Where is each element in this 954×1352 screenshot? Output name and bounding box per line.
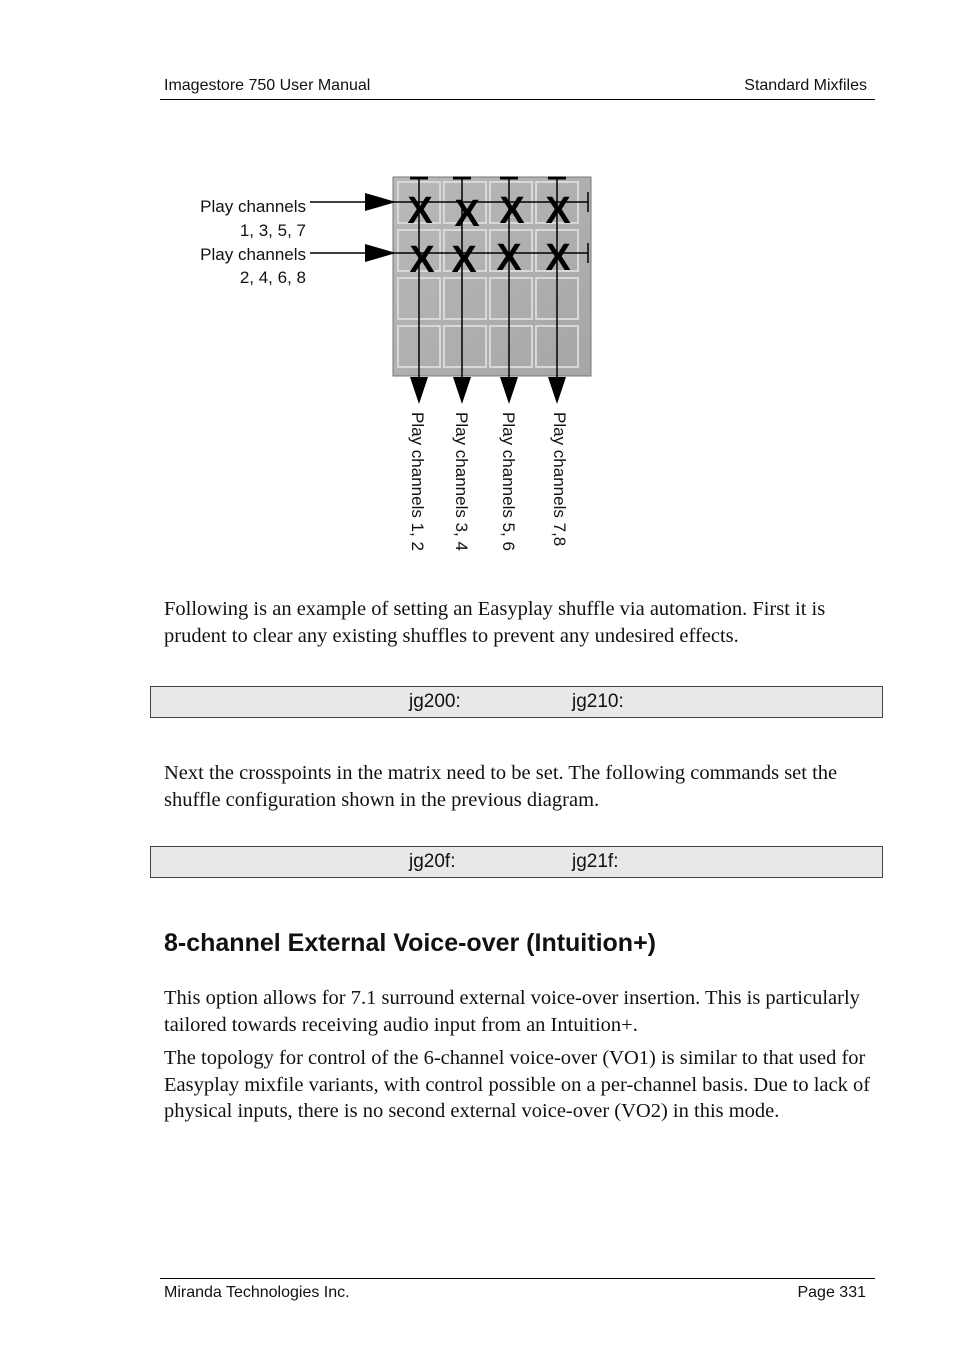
crosspoint-mark: X <box>451 239 477 281</box>
header-section: Standard Mixfiles <box>744 77 867 94</box>
column4-label: Play channels 7,8 <box>550 412 569 547</box>
row1-label-line1: Play channels <box>200 197 306 216</box>
column1-label: Play channels 1, 2 <box>408 412 427 551</box>
crosspoint-mark: X <box>496 237 522 279</box>
command-code: jg200: <box>409 691 461 712</box>
command-code: jg20f: <box>409 851 456 872</box>
crosspoint-mark: X <box>545 190 571 232</box>
crosspoint-mark: X <box>409 239 435 281</box>
column-output-arrows <box>410 377 566 404</box>
paragraph-crosspoints: Next the crosspoints in the matrix need to be set. The following commands set the shuffle configuration shown in the previous diagram. <box>164 762 838 811</box>
paragraph-topology: The topology for control of the 6-channel voice-over (VO1) is similar to that used for Easyplay mixfile variants, with control possible on a per-channel basis. Due to lack of physical inputs, there is no second external voice-over (VO2) in this mode. <box>164 1047 871 1122</box>
row2-label-line1: Play channels <box>200 245 306 264</box>
paragraph-option: This option allows for 7.1 surround external voice-over insertion. This is particularly tailored towards receiving audio input from an Intuition+. <box>164 987 860 1036</box>
paragraph-intro: Following is an example of setting an Easyplay shuffle via automation. First it is prudent to clear any existing shuffles to prevent any undesired effects. <box>164 598 826 647</box>
footer-page-number: Page 331 <box>797 1284 866 1301</box>
crosspoint-mark: X <box>454 193 480 235</box>
row2-input-arrow <box>365 244 396 262</box>
shuffle-matrix-diagram <box>160 160 680 580</box>
footer-company: Miranda Technologies Inc. <box>164 1284 350 1301</box>
column2-label: Play channels 3, 4 <box>452 412 471 551</box>
column3-label: Play channels 5, 6 <box>499 412 518 551</box>
row2-label-line2: 2, 4, 6, 8 <box>239 268 306 287</box>
row1-input-arrow <box>365 193 396 211</box>
crosspoint-mark: X <box>545 237 571 279</box>
footer-rule <box>160 1278 875 1279</box>
command-code: jg210: <box>572 691 624 712</box>
section-heading: 8-channel External Voice-over (Intuition+) <box>164 929 656 957</box>
header-rule <box>160 99 875 100</box>
command-box-clear <box>150 686 883 718</box>
command-code: jg21f: <box>572 851 619 872</box>
crosspoint-mark: X <box>499 190 525 232</box>
command-box-set <box>150 846 883 878</box>
header-title: Imagestore 750 User Manual <box>164 77 371 94</box>
row1-label-line2: 1, 3, 5, 7 <box>239 221 306 240</box>
crosspoint-mark: X <box>407 190 433 232</box>
